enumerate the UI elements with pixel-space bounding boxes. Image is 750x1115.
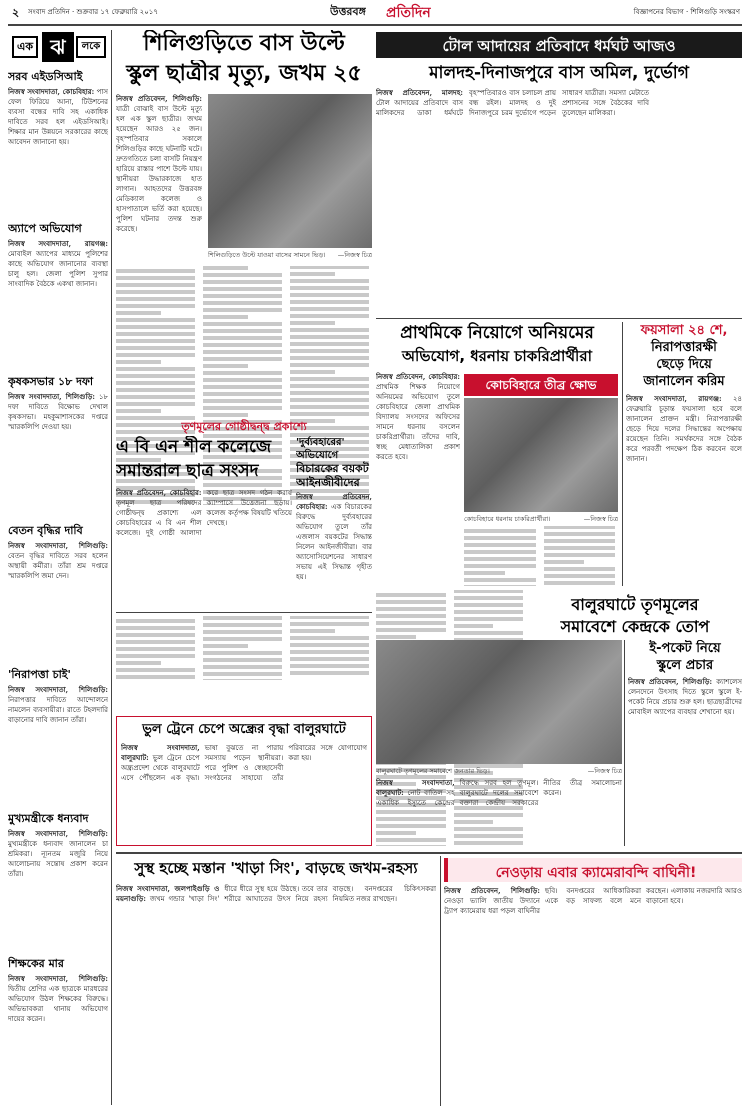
epaper-body: ক্যাশলেস লেনদেনে উৎসাহ দিতে স্কুলে স্কুলে ই-পকেট নিয়ে প্রচার শুরু হল। ছাত্রছাত্রীদের মোবাইল অ্যাপের ব্যবহার শেখানো হয়। [628,678,742,716]
sidebar-item-app [8,220,108,370]
text-line [203,308,282,312]
rally-headline: বালুরঘাটে তৃণমূলের [571,595,699,614]
text-line [290,412,369,416]
text-line [203,378,282,382]
text-line [203,322,282,326]
primary-body-continued [464,526,618,586]
dateline: নিজস্ব সংবাদদাতা, কোচবিহার: [8,87,95,96]
text-line [464,564,536,568]
text-line [203,280,282,284]
text-line [290,356,369,360]
text-line [290,314,369,318]
college-headline: এ বি এন শীল কলেজে [116,437,272,457]
text-line [464,571,505,575]
sidebar-item-title: মুখ্যমন্ত্রীকে ধন্যবাদ [8,812,89,825]
text-line [203,413,248,417]
text-line [290,307,369,311]
text-line [116,395,195,399]
text-line [290,622,369,626]
primary-photo-caption: কোচবিহারে ধরনায় চাকরিপ্রার্থীরা। [464,515,551,523]
text-line [203,630,282,634]
text-line [116,311,161,315]
text-line [203,371,282,375]
logo-part-c: লকে [76,36,106,58]
lawyers-body: এক বিচারকের বিরুদ্ধে দুর্ব্যবহারের অভিযোগ তুলে তাঁর এজলাস বয়কটের সিদ্ধান্ত নিলেন আইনজীবীরা। বার অ্যাসোসিয়েশনের সাধারণ সভায় এই সিদ্ধান্ত গৃহীত হয়। [296,503,372,581]
lead-headline: শিলিগুড়িতে বাস উল্টে [143,31,345,56]
dateline: নিজস্ব সংবাদদাতা, শিলিগুড়ি: [8,541,108,550]
toll-banner [376,32,742,58]
text-line [203,651,282,655]
sidebar [8,30,108,1105]
text-line [203,315,248,319]
text-line [464,550,536,554]
text-line [116,325,195,329]
text-line [203,616,282,620]
text-line [464,529,536,533]
text-line [116,304,195,308]
rally-subheadline: সমাবেশে কেন্দ্রকে তোপ [560,617,710,636]
dateline: নিজস্ব প্রতিবেদন, মালদহ: [376,88,463,97]
text-line [203,329,282,333]
sidebar-item-body: মুখ্যমন্ত্রীকে ধন্যবাদ জানালেন চা শ্রমিকরা। ন্যূনতম মজুরি নিয়ে আলোচনায় সন্তোষ প্রকাশ করেন তাঁরা। [8,840,108,878]
sidebar-item-title: অ্যাপে অভিযোগ [8,222,82,235]
lawyers-subheadline: আইনজীবীদের [296,476,360,489]
text-line [290,398,369,402]
karim-headline-line4: জানালেন করিম [643,374,725,389]
text-line [116,346,195,350]
college-body-continued [116,616,372,712]
sidebar-item-kisan [8,373,108,518]
sidebar-item-body: নিরাপত্তার দাবিতে আন্দোলনে নামলেন ব্যবসায়ীরা। রাতে টহলদারি বাড়ানোর দাবি জানান তাঁরা। [8,696,108,724]
college-subheadline: সমান্তরাল ছাত্র সংসদ [116,461,259,481]
text-line [544,581,616,585]
text-line [116,381,195,385]
sidebar-item-body: পাস ফেল ফিরিয়ে আনা, টিউশনের ব্যবসা বন্ধের দাবি সহ একাধিক দাবিতে সরব হল এইডসিআই। শিক্ষার মান উন্নয়নে সরকারের কাছে আবেদন জানানো হয়। [8,88,108,146]
dateline: নিজস্ব সংবাদদাতা, শিলিগুড়ি: [8,829,108,838]
text-line [376,621,446,625]
text-line [544,560,585,564]
train-headline: ভুল ট্রেনে চেপে অন্ধ্রের বৃদ্ধা বালুরঘাটে [142,722,346,737]
epaper-story [628,640,742,846]
primary-body-text: প্রাথমিক শিক্ষক নিয়োগে অনিয়মের অভিযোগ তুলে কোচবিহারে জেলা প্রাথমিক বিদ্যালয় সংসদের অফিসের সামনে ধরনায় বসলেন চাকরিপ্রার্থীরা। তাঁদের দাবি, স্বচ্ছ মেধাতালিকা প্রকাশ করতে হবে। [376,383,460,461]
primary-photo [464,398,618,512]
lawyers-story [296,436,372,610]
text-line [290,377,369,381]
top-rule [8,24,742,26]
text-line [116,332,195,336]
text-line [544,553,616,557]
tiger-headline: নেওড়ায় এবার ক্যামেরাবন্দি বাঘিনী! [495,865,697,881]
tiger-body [444,886,742,1108]
text-line [376,600,446,604]
primary-banner [464,374,618,396]
dateline: নিজস্ব প্রতিবেদন, শিলিগুড়ি: [444,886,540,895]
karim-story [626,322,742,586]
text-line [290,657,369,661]
text-line [116,276,195,280]
text-line [454,624,494,628]
text-line [203,273,282,277]
text-line [116,283,195,287]
logo-part-b: ঝ [42,32,74,62]
text-line [454,603,524,607]
text-line [203,301,282,305]
lead-subheadline: স্কুল ছাত্রীর মৃত্যু, জখম ২৫ [126,61,362,86]
text-line [203,336,282,340]
sidebar-item-security [8,666,108,806]
toll-divider [376,318,742,319]
train-body-text: ভুল ট্রেনে চেপে অন্ধ্রপ্রদেশ থেকে বালুরঘাটে এসে পৌঁছলেন এক বৃদ্ধা। ভাষা বুঝতে না পারায় সমস্যায় পড়েন স্থানীয়রা। পরে পুলিশ ও স্বেচ্ছাসেবী সংগঠনের সাহায্যে তাঁর পরিবারের সঙ্গে যোগাযোগ করা হয়। [121,744,367,782]
text-line [203,658,282,662]
text-line [203,287,282,291]
edition-date: সংবাদ প্রতিদিন · শুক্রবার ১৭ ফেব্রুয়ারি ২০১৭ [28,8,158,16]
sidebar-item-title: সরব এইডসিআই [8,70,83,83]
text-line [203,343,282,347]
text-line [116,668,195,672]
primary-subheadline: অভিযোগ, ধরনায় চাকরিপ্রার্থীরা [402,347,592,365]
text-line [464,578,536,582]
text-line [376,614,446,618]
text-line [290,629,335,633]
text-line [116,290,195,294]
top-bar [0,0,750,26]
sidebar-item-aidsi [8,68,108,218]
masthead-region: উত্তরবঙ্গ [330,5,366,18]
text-line [203,637,282,641]
rally-body-text: নোট বাতিল সহ একাধিক ইস্যুতে কেন্দ্রের বিরুদ্ধে সরব হল তৃণমূল। বালুরঘাটে দলের সমাবেশে বক্তারা কেন্দ্রীয় সরকারের নীতির তীব্র সমালোচনা করেন। [376,779,622,807]
sidebar-item-title: শিক্ষকের মার [8,957,64,970]
text-line [203,266,248,270]
logo-part-a: এক [12,36,38,58]
text-line [454,617,524,621]
text-line [116,353,195,357]
karim-divider [622,322,623,586]
primary-banner-text: কোচবিহারে তীব্র ক্ষোভ [485,378,597,392]
dateline: নিজস্ব সংবাদদাতা, শিলিগুড়ি: [8,974,108,983]
text-line [544,532,616,536]
text-line [290,671,369,675]
epaper-divider [624,640,625,846]
dateline: নিজস্ব প্রতিবেদন, কোচবিহার: [116,488,202,497]
toll-banner-text: টোল আদায়ের প্রতিবাদে ধর্মঘট আজও [442,37,676,55]
text-line [203,399,282,403]
dateline: নিজস্ব প্রতিবেদন, শিলিগুড়ি: [628,677,713,686]
text-line [290,279,369,283]
text-line [116,633,195,637]
text-line [116,297,195,301]
karim-headline-line2: নিরাপত্তারক্ষী [651,340,717,355]
text-line [290,384,369,388]
karim-headline: ফয়সালা ২৪ শে, [640,323,728,338]
text-line [116,374,195,378]
karim-body: ২৪ ফেব্রুয়ারি চূড়ান্ত ফয়সালা হবে বলে জানালেন প্রাক্তন মন্ত্রী। নিরাপত্তারক্ষী ছেড়ে দিয়ে দলের সিদ্ধান্তের অপেক্ষায় রয়েছেন তিনি। সমর্থকদের সঙ্গে বৈঠক করে পরবর্তী পদক্ষেপ ঠিক করবেন বলে জানান। [626,395,742,463]
text-line [544,574,616,578]
text-line [203,483,282,487]
tiger-divider [440,856,441,1106]
text-line [116,409,161,413]
text-line [464,543,536,547]
sidebar-item-body: ১৮ দফা দাবিতে বিক্ষোভ দেখাল কৃষকসভা। মহকুমাশাসকের দপ্তরে স্মারকলিপি দেওয়া হয়। [8,393,108,431]
lead-photo-credit: —নিজস্ব চিত্র [337,251,372,259]
lead-photo-caption: শিলিগুড়িতে উল্টে যাওয়া বাসের সামনে ভিড়। [208,251,326,259]
rhino-body-text: জখম গন্ডার 'খাড়া সিং' ধীরে ধীরে সুস্থ হয়ে উঠছে। তবে তার শরীরে আঘাতের উৎস নিয়ে রহস্য বাড়ছে। বনদপ্তরের চিকিৎসকরা নিয়মিত নজর রাখছেন। [149,885,436,903]
text-line [290,363,369,367]
text-line [544,546,616,550]
rhino-body [116,884,436,1108]
text-line [203,392,282,396]
epaper-headline: ই-পকেট নিয়ে [649,641,721,656]
sidebar-item-cm [8,810,108,950]
text-line [290,349,369,353]
karim-headline-line3: ছেড়ে দিয়ে [656,357,712,372]
text-line [203,623,282,627]
sidebar-divider [111,30,112,1105]
text-line [203,644,248,648]
train-story-box [116,716,372,846]
text-line [203,350,282,354]
text-line [290,328,369,332]
dateline: নিজস্ব প্রতিবেদন, কোচবিহার: [296,492,372,511]
college-body-text: তৃণমূল ছাত্র পরিষদের গোষ্ঠীদ্বন্দ্ব প্রকাশ্যে এল কোচবিহারের এ বি এন শীল কলেজে। দুই গোষ্ঠী আলাদা করে ছাত্র সংসদ গঠন করায় ক্যাম্পাসে উত্তেজনা ছড়ায়। কলেজ কর্তৃপক্ষ বিষয়টি খতিয়ে দেখছে। [116,489,292,537]
train-body [121,743,367,843]
text-line [290,293,369,297]
text-line [116,360,161,364]
college-kicker: তৃণমূলের গোষ্ঠীদ্বন্দ্ব প্রকাশ্যে [181,420,307,433]
tiger-banner [444,858,742,882]
rally-photo-caption: বালুরঘাটে তৃণমূলের সমাবেশে জনতার ভিড়। [376,767,490,775]
text-line [203,294,282,298]
college-top-rule [116,612,372,613]
text-line [290,664,369,668]
dateline: নিজস্ব সংবাদদাতা, শিলিগুড়ি: [8,685,108,694]
text-line [290,391,369,395]
lead-body-left [116,94,202,264]
sidebar-item-teacher [8,955,108,1105]
rally-body [376,778,622,846]
text-line [290,370,335,374]
primary-photo-credit: —নিজস্ব চিত্র [583,515,618,523]
text-line [116,626,195,630]
text-line [116,367,195,371]
toll-headline: মালদহ-দিনাজপুরে বাস অমিল, দুর্ভোগ [429,63,689,83]
text-line [290,300,369,304]
text-line [116,318,195,322]
text-line [290,643,369,647]
text-line [116,647,195,651]
toll-body-text: টোল আদায়ের প্রতিবাদে বাস মালিকদের ডাকা ধর্মঘটে বৃহস্পতিবারও বাস চলাচল প্রায় বন্ধ রইল। মালদহ ও দুই দিনাজপুরে চরম দুর্ভোগে পড়েন সাধারণ যাত্রীরা। সমস্যা মেটাতে প্রশাসনের সঙ্গে বৈঠকের দাবি তুলেছেন মালিকরা। [376,89,649,117]
text-line [544,539,616,543]
text-line [290,286,369,290]
lead-body: যাত্রী বোঝাই বাস উল্টে মৃত্যু হল এক স্কুল ছাত্রীর। জখম হয়েছেন আরও ২৫ জন। বৃহস্পতিবার সকালে শিলিগুড়ির কাছে ঘটনাটি ঘটে। দ্রুতগতিতে চলা বাসটি নিয়ন্ত্রণ হারিয়ে রাস্তার পাশে উল্টে যায়। স্থানীয়রা উদ্ধারকাজে হাত লাগান। আহতদের উত্তরবঙ্গ মেডিক্যাল কলেজ ও হাসপাতালে ভর্তি করা হয়েছে। পুলিশ ঘটনার তদন্ত শুরু করেছে। [116,105,202,233]
text-line [116,654,195,658]
dateline: নিজস্ব সংবাদদাতা, বালুরঘাট: [121,743,200,762]
text-line [376,593,446,597]
text-line [203,364,248,368]
page-number: ২ [12,6,20,19]
text-line [376,628,446,632]
bottom-rule [116,852,742,854]
dateline: নিজস্ব সংবাদদাতা, বালুরঘাট: [376,778,455,797]
text-line [290,335,369,339]
masthead-brand: প্রতিদিন [386,5,431,21]
rally-photo-credit: —নিজস্ব চিত্র [587,767,622,775]
text-line [290,405,369,409]
dateline: নিজস্ব প্রতিবেদন, কোচবিহার: [376,372,460,381]
text-line [203,672,282,676]
text-line [454,631,524,635]
primary-headline: প্রাথমিকে নিয়োগে অনিয়মের [400,323,594,343]
sidebar-item-title: কৃষকসভার ১৮ দফা [8,375,94,388]
dateline: নিজস্ব সংবাদদাতা, রায়গঞ্জ: [626,394,722,403]
sidebar-item-body: বেতন বৃদ্ধির দাবিতে সরব হলেন অস্থায়ী কর্মীরা। তাঁরা শ্রম দপ্তরে স্মারকলিপি জমা দেন। [8,552,108,580]
epaper-subheadline: স্কুলে প্রচার [656,658,714,673]
text-line [464,536,536,540]
sidebar-item-body: মোবাইল অ্যাপের মাধ্যমে পুলিশের কাছে অভিযোগ জানানোর ব্যবস্থা চালু হল। জেলা পুলিশ সুপার সাংবাদিক বৈঠকে একথা জানান। [8,250,108,288]
text-line [290,342,369,346]
lawyers-headline: বিচারকের বয়কট [296,462,369,475]
text-line [116,640,195,644]
dateline: নিজস্ব সংবাদদাতা, শিলিগুড়ি: [8,392,95,401]
text-line [116,388,195,392]
text-line [544,567,616,571]
lawyers-kicker: 'দুর্ব্যবহারের' অভিযোগে [296,437,345,461]
text-line [116,661,161,665]
text-line [376,635,416,639]
text-line [454,610,524,614]
college-body [116,488,292,610]
text-line [116,675,195,679]
toll-body [376,88,742,314]
text-line [116,339,195,343]
rally-photo [376,640,622,764]
text-line [290,321,335,325]
text-line [203,665,282,669]
text-line [116,402,195,406]
lead-photo [208,94,372,248]
text-line [290,650,369,654]
text-line [454,596,524,600]
dateline: নিজস্ব সংবাদদাতা, জলপাইগুড়ি ও ময়নাগুড়ি: [116,884,220,903]
tiger-body-text: নেওড়া ভ্যালি জাতীয় উদ্যানে ট্র্যাপ ক্যামেরায় ধরা পড়ল বাঘিনীর ছবি। বনদপ্তরের আধিকারিকরা একে বড় সাফল্য বলে মনে করছেন। এলাকায় নজরদারি আরও বাড়ানো হবে। [444,887,742,915]
text-line [203,385,282,389]
sidebar-item-body: দ্বিতীয় শ্রেণির এক ছাত্রকে মারধরের অভিযোগ উঠল শিক্ষকের বিরুদ্ধে। অভিভাবকরা থানায় অভিযোগ দায়ের করেন। [8,985,108,1023]
sidebar-item-title: 'নিরাপত্তা চাই' [8,668,71,681]
sidebar-logo [8,30,108,64]
text-line [290,272,335,276]
rhino-headline: সুস্থ হচ্ছে মস্তান 'খাড়া সিং', বাড়ছে জখম-রহস্য [134,859,418,877]
text-line [116,619,195,623]
sidebar-item-title: বেতন বৃদ্ধির দাবি [8,524,83,537]
text-line [203,406,282,410]
dateline: নিজস্ব সংবাদদাতা, রায়গঞ্জ: [8,239,108,248]
text-line [203,357,282,361]
sidebar-item-salary [8,522,108,662]
text-line [376,607,446,611]
dateline: নিজস্ব প্রতিবেদন, শিলিগুড়ি: [116,94,202,103]
text-line [116,269,195,273]
text-line [290,636,369,640]
text-line [464,557,536,561]
primary-body [376,372,460,586]
page-info: বিজ্ঞাপনের বিভাগ · শিলিগুড়ি সংস্করণ [633,8,740,16]
